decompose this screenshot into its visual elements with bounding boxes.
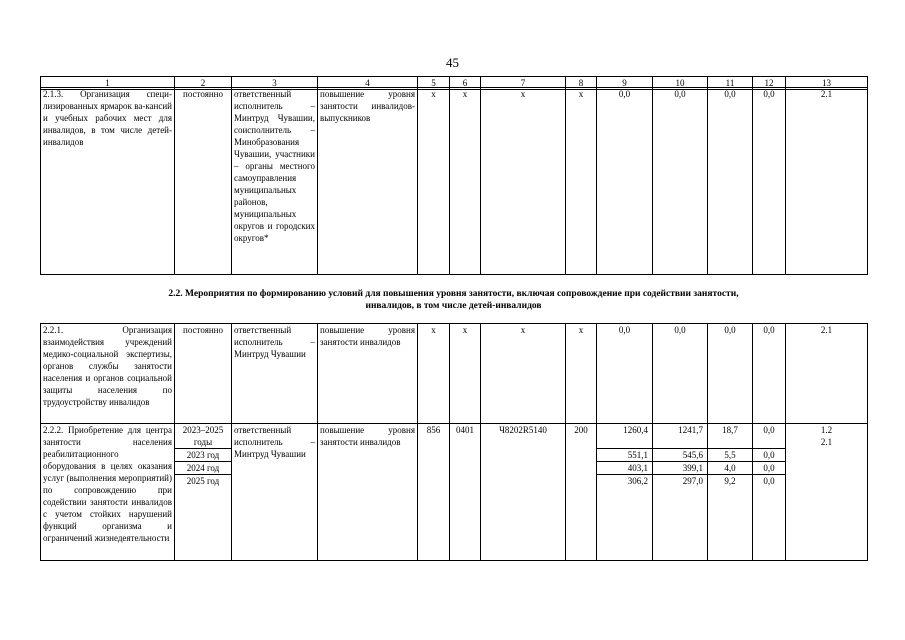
cell-7: х xyxy=(481,324,566,424)
table-row xyxy=(41,424,868,561)
col-header: 12 xyxy=(753,77,786,90)
col-header: 9 xyxy=(597,77,653,90)
cell-9 xyxy=(597,424,653,561)
cell-13: 2.1 xyxy=(786,88,868,275)
col-header: 5 xyxy=(418,77,450,90)
col-header: 10 xyxy=(653,77,708,90)
period-item: 2024 год xyxy=(175,461,231,474)
measure-name: 2.2.1. Организация взаимодействия учреждений медико-социальной экспертизы, органов службы занятости населения и органов социальной защиты населения по трудоустройству инвалидов xyxy=(41,324,175,424)
section-title xyxy=(40,288,867,312)
period-item: 2023 год xyxy=(175,448,231,461)
goal: повышение уровня занятости инвалидов xyxy=(318,424,418,561)
goal: повышение уровня занятости инвалидов-выпускников xyxy=(318,88,418,275)
col-header: 11 xyxy=(708,77,753,90)
cell-9-value: 306,2 xyxy=(597,474,652,487)
cell-11: 0,0 xyxy=(708,88,753,275)
cell-9-value: 551,1 xyxy=(597,448,652,461)
cell-13 xyxy=(786,424,868,561)
cell-10 xyxy=(653,424,708,561)
table-section-2-2 xyxy=(40,323,868,561)
cell-8: 200 xyxy=(566,424,597,561)
period: постоянно xyxy=(175,88,232,275)
cell-13-value: 2.1 xyxy=(820,437,833,447)
cell-11: 0,0 xyxy=(708,324,753,424)
cell-9: 0,0 xyxy=(597,88,653,275)
cell-10: 0,0 xyxy=(653,88,708,275)
cell-9-value: 1260,4 xyxy=(623,425,648,435)
cell-12-value: 0,0 xyxy=(753,448,785,461)
cell-10-value: 399,1 xyxy=(653,461,707,474)
col-header: 2 xyxy=(175,77,232,90)
goal: повышение уровня занятости инвалидов xyxy=(318,324,418,424)
col-header: 13 xyxy=(786,77,868,90)
cell-9: 0,0 xyxy=(597,324,653,424)
cell-12-value: 0,0 xyxy=(753,461,785,474)
cell-5: х xyxy=(418,324,450,424)
page-number: 45 xyxy=(446,55,459,70)
cell-13: 2.1 xyxy=(786,324,868,424)
cell-10: 0,0 xyxy=(653,324,708,424)
cell-7: х xyxy=(481,88,566,275)
cell-11-value: 4,0 xyxy=(708,461,752,474)
table-row-2-1-3 xyxy=(40,87,868,275)
cell-9-value: 403,1 xyxy=(597,461,652,474)
measure-name: 2.1.3. Организация специ-лизированных ярмарок ва-кансий и учебных рабочих мест для инвалидов, в том числе детей-инвалидов xyxy=(41,88,175,275)
cell-10-value: 1241,7 xyxy=(678,425,703,435)
cell-12: 0,0 xyxy=(753,324,786,424)
period: постоянно xyxy=(175,324,232,424)
cell-12-value: 0,0 xyxy=(763,425,775,435)
cell-7: Ч8202R5140 xyxy=(481,424,566,561)
col-header: 7 xyxy=(481,77,566,90)
col-header: 4 xyxy=(318,77,418,90)
cell-5: х xyxy=(418,88,450,275)
cell-6: 0401 xyxy=(450,424,481,561)
col-header: 8 xyxy=(566,77,597,90)
cell-12: 0,0 xyxy=(753,88,786,275)
cell-10-value: 297,0 xyxy=(653,474,707,487)
table-row xyxy=(41,324,868,424)
period-item: 2025 год xyxy=(175,474,231,487)
cell-11-value: 5,5 xyxy=(708,448,752,461)
cell-11-value: 18,7 xyxy=(722,425,738,435)
cell-6: х xyxy=(450,88,481,275)
section-title-line: 2.2. Мероприятия по формированию условий для повышения уровня занятости, включая сопровождение при содействии занятости, xyxy=(168,289,739,299)
section-title-line: инвалидов, в том числе детей-инвалидов xyxy=(365,301,542,311)
cell-5: 856 xyxy=(418,424,450,561)
cell-13-value: 1.2 xyxy=(820,425,833,435)
cell-10-value: 545,6 xyxy=(653,448,707,461)
col-header: 3 xyxy=(232,77,318,90)
table-row xyxy=(41,88,868,275)
cell-12 xyxy=(753,424,786,561)
executor: ответственный исполнитель – Минтруд Чувашии, соисполнитель – Минобразования Чувашии, участники – органы местного самоуправления муниципальных районов, муниципальных округов и городских округов* xyxy=(232,88,318,275)
measure-name: 2.2.2. Приобретение для центра занятости населения реабилитационного оборудования в целях оказания услуг (выполнения мероприятий) по сопровождению при содействии занятости инвалидов с учетом стойких нарушений функций организма и ограничений жизнедеятельности xyxy=(41,424,175,561)
cell-11-value: 9,2 xyxy=(708,474,752,487)
col-header: 6 xyxy=(450,77,481,90)
executor: ответственный исполнитель – Минтруд Чувашии xyxy=(232,324,318,424)
cell-8: х xyxy=(566,88,597,275)
period-item: 2023–2025 годы xyxy=(182,425,224,447)
cell-11 xyxy=(708,424,753,561)
executor: ответственный исполнитель – Минтруд Чувашии xyxy=(232,424,318,561)
cell-6: х xyxy=(450,324,481,424)
col-header: 1 xyxy=(41,77,175,90)
period xyxy=(175,424,232,561)
cell-8: х xyxy=(566,324,597,424)
cell-12-value: 0,0 xyxy=(753,474,785,487)
